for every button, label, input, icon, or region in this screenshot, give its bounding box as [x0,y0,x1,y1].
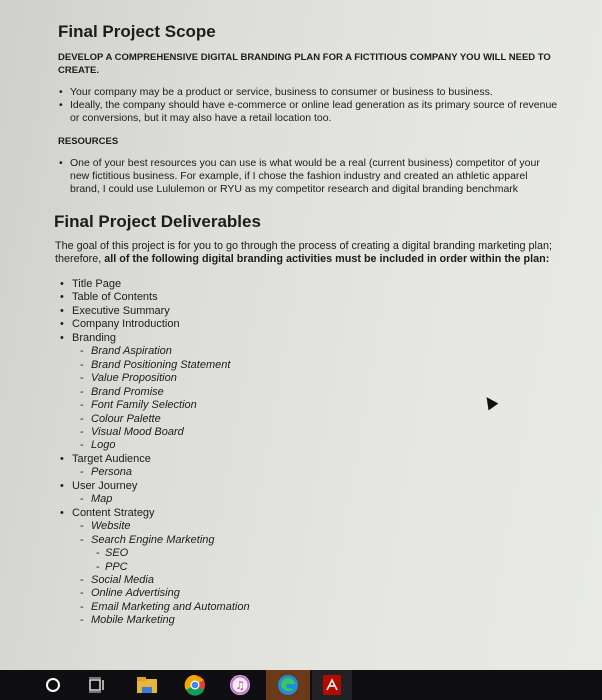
deliverable-item: • Company Introduction [60,318,558,331]
deliverable-item: - Social Media [60,574,558,587]
deliverable-item: - SEO [60,547,558,560]
deliverable-item: • Target Audience [60,453,558,466]
deliverable-item: - Brand Aspiration [60,345,558,358]
deliverables-title: Final Project Deliverables [54,212,261,231]
deliverable-item: - Visual Mood Board [60,426,558,439]
deliverable-item: - Brand Promise [60,386,558,399]
search-circle-icon[interactable] [33,670,73,700]
deliverable-item: - Email Marketing and Automation [60,601,558,614]
deliverable-item: - Colour Palette [60,413,558,426]
deliverable-item: • User Journey [60,480,558,493]
itunes-icon[interactable] [220,670,260,700]
scope-subtitle: DEVELOP A COMPREHENSIVE DIGITAL BRANDING PLAN FOR A FICTITIOUS COMPANY YOU WILL NEED TO CREATE. [58,52,551,76]
resources-heading: RESOURCES [58,136,119,147]
resources-bullets [58,157,558,196]
deliverable-item: - Website [60,520,558,533]
document [54,20,558,628]
deliverable-item: - PPC [60,561,558,574]
svg-text:♫: ♫ [235,679,245,692]
intro-bold-text: all of the following digital branding activities must be included in order within the plan: [104,253,550,265]
scope-bullets [58,86,558,125]
edge-icon[interactable] [266,670,310,700]
file-explorer-icon[interactable] [127,670,167,700]
list-item: • Ideally, the company should have e-commerce or online lead generation as its primary source of revenue or conversions, but it may also have a retail location too. [58,99,558,125]
task-view-icon[interactable] [77,670,117,700]
deliverable-item: • Title Page [60,278,558,291]
deliverable-item: - Persona [60,466,558,479]
deliverable-item: - Mobile Marketing [60,614,558,627]
chrome-icon[interactable] [175,670,215,700]
deliverable-item: - Value Proposition [60,372,558,385]
deliverable-item: • Executive Summary [60,305,558,318]
deliverable-item: - Map [60,493,558,506]
list-item: • One of your best resources you can use is what would be a real (current business) competitor of your new fictitious business. For example, if I chose the fashion industry and created an athletic apparel brand, I could use Lululemon or RYU as my competitor research and digital branding benchmark [58,157,558,196]
deliverable-item: - Brand Positioning Statement [60,359,558,372]
deliverable-item: - Logo [60,439,558,452]
intro-text: The goal of this project is for you to go through the process of creating a digital branding marketing plan; therefore, [55,240,552,265]
deliverable-item: • Table of Contents [60,291,558,304]
list-item: • Your company may be a product or service, business to consumer or business to business. [58,86,558,99]
acrobat-icon[interactable] [312,670,352,700]
deliverables-list [60,278,558,628]
deliverable-item: • Content Strategy [60,507,558,520]
deliverable-item: - Search Engine Marketing [60,534,558,547]
deliverables-intro [55,240,558,266]
deliverable-item: • Branding [60,332,558,345]
taskbar [0,670,602,700]
deliverable-item: - Online Advertising [60,587,558,600]
deliverable-item: - Font Family Selection [60,399,558,412]
scope-title: Final Project Scope [58,22,216,41]
